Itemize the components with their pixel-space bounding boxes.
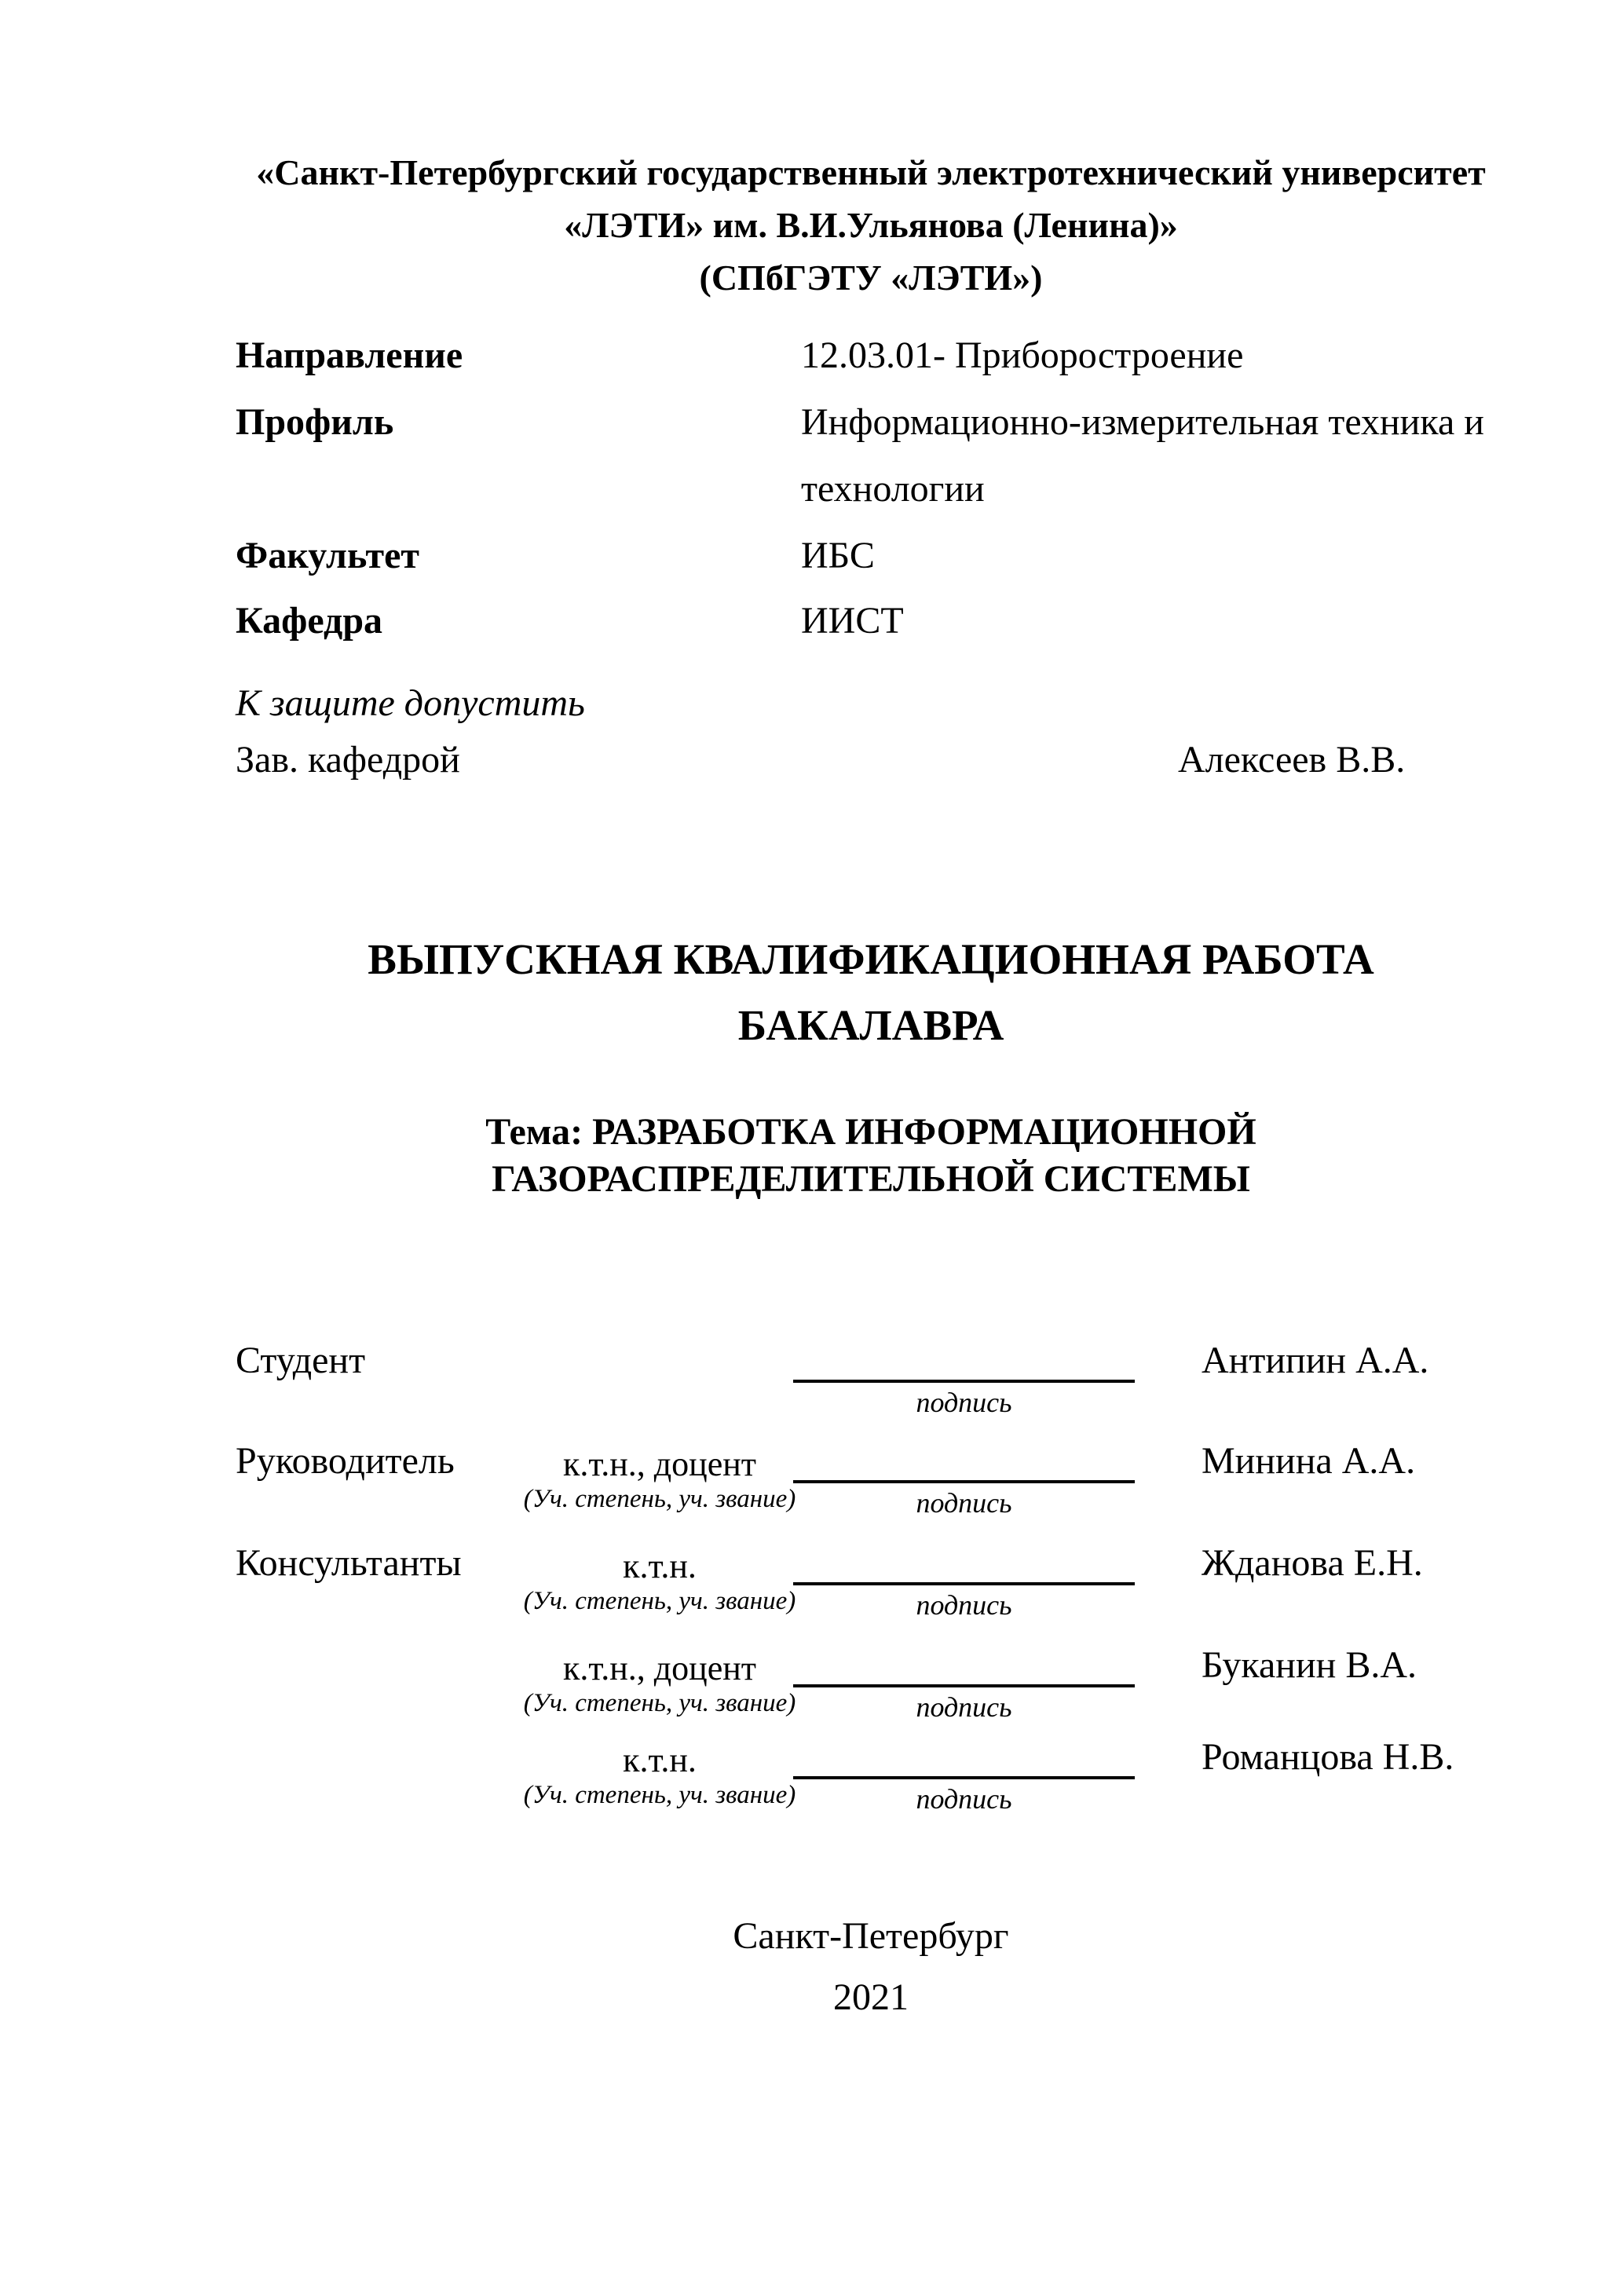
signature-line [793,1480,1135,1483]
degree-caption: (Уч. степень, уч. звание) [523,1689,796,1717]
field-direction-value: 12.03.01- Приборостроение [801,335,1244,376]
footer-year: 2021 [833,1976,909,2018]
degree-consultant-1: к.т.н. [623,1547,697,1585]
signature-caption: подпись [916,1589,1012,1621]
signer-name-consultant-3: Романцова Н.В. [1202,1736,1454,1778]
field-profile-value-line-1: Информационно-измерительная техника и [801,401,1484,443]
work-title-line-2: БАКАЛАВРА [737,1001,1004,1049]
university-name-line-2: «ЛЭТИ» им. В.И.Ульянова (Ленина)» [564,205,1178,245]
field-profile-label: Профиль [236,401,394,443]
signer-name-supervisor: Минина А.А. [1202,1440,1416,1482]
work-title-line-1: ВЫПУСКНАЯ КВАЛИФИКАЦИОННАЯ РАБОТА [368,935,1374,983]
topic-line-1: Тема: РАЗРАБОТКА ИНФОРМАЦИОННОЙ [485,1111,1256,1153]
field-faculty-label: Факультет [236,535,419,576]
university-name-line-1: «Санкт-Петербургский государственный электротехнический университет [256,152,1486,192]
field-faculty-value: ИБС [801,535,875,576]
degree-caption: (Уч. степень, уч. звание) [523,1485,796,1513]
degree-caption: (Уч. степень, уч. звание) [523,1781,796,1809]
footer-city: Санкт-Петербург [733,1915,1009,1957]
signature-caption: подпись [916,1387,1012,1418]
signature-role-supervisor: Руководитель [236,1440,455,1482]
degree-caption: (Уч. степень, уч. звание) [523,1587,796,1615]
department-head-label: Зав. кафедрой [236,739,460,781]
signature-line [793,1380,1135,1383]
field-department-value: ИИСТ [801,600,904,642]
degree-consultant-3: к.т.н. [623,1741,697,1779]
signature-caption: подпись [916,1783,1012,1815]
field-department-label: Кафедра [236,600,383,642]
signature-caption: подпись [916,1487,1012,1519]
degree-supervisor: к.т.н., доцент [562,1445,757,1483]
topic-line-2: ГАЗОРАСПРЕДЕЛИТЕЛЬНОЙ СИСТЕМЫ [492,1158,1250,1200]
signature-caption: подпись [916,1691,1012,1723]
admission-note: К защите допустить [236,682,585,724]
degree-consultant-2: к.т.н., доцент [562,1649,757,1687]
signature-role-consultants: Консультанты [236,1542,462,1584]
field-profile-value-line-2: технологии [801,468,985,510]
signature-line [793,1776,1135,1779]
university-header [236,146,1506,304]
signer-name-consultant-1: Жданова Е.Н. [1202,1542,1423,1584]
field-direction-label: Направление [236,335,463,376]
signature-line [793,1582,1135,1585]
university-name-line-3: (СПбГЭТУ «ЛЭТИ») [699,258,1043,298]
signature-line [793,1684,1135,1687]
topic-title [236,1109,1506,1203]
signer-name-student: Антипин А.А. [1202,1340,1429,1381]
department-head-name: Алексеев В.В. [1178,739,1406,781]
work-title [236,927,1506,1058]
signer-name-consultant-2: Буканин В.А. [1202,1644,1417,1686]
signature-role-student: Студент [236,1340,366,1381]
